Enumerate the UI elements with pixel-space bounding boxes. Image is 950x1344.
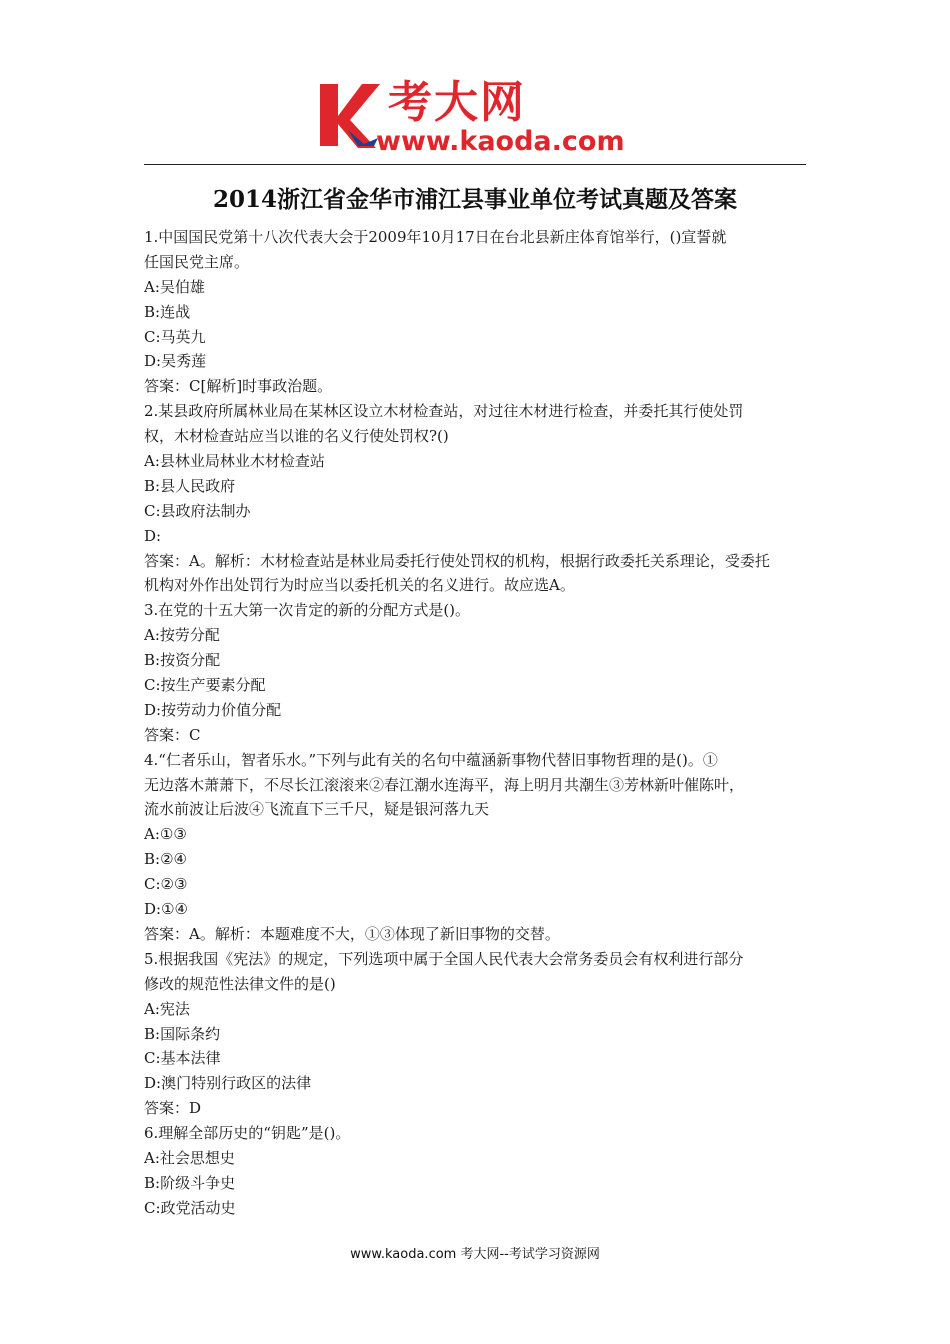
text-line: 答案：C [144,725,201,744]
text-line: A:吴伯雄 [144,277,205,296]
text-line: 无边落木萧萧下，不尽长江滚滚来②春江潮水连海平，海上明月共潮生③芳林新叶催陈叶， [144,775,745,794]
text-line: A:宪法 [144,999,190,1018]
text-line: A:社会思想史 [144,1148,235,1167]
text-line: C:马英九 [144,327,206,346]
text-line: 6.理解全部历史的“钥匙”是()。 [144,1124,351,1143]
text-line: 任国民党主席。 [144,252,250,271]
text-line: C:基本法律 [144,1049,221,1068]
text-line: A:县林业局林业木材检查站 [144,452,325,471]
text-line: 答案：A。解析：木材检查站是林业局委托行使处罚权的机构，根据行政委托关系理论，受委托 [144,551,770,570]
text-line: 修改的规范性法律文件的是() [144,974,336,993]
text-line: C:按生产要素分配 [144,676,266,695]
document-body [144,225,808,1221]
text-line: 答案：C[解析]时事政治题。 [144,377,333,396]
text-line: 4.“仁者乐山，智者乐水。”下列与此有关的名句中蕴涵新事物代替旧事物哲理的是()。① [144,750,718,769]
logo-brand-text: 考大网 [388,77,526,128]
text-line: D: [144,526,162,545]
text-line: B:国际条约 [144,1024,221,1043]
text-line: 答案：A。解析：本题难度不大，①③体现了新旧事物的交替。 [144,924,560,943]
text-line: 1.中国国民党第十八次代表大会于2009年10月17日在台北县新庄体育馆举行，()宣誓就 [144,228,727,246]
text-line: A:①③ [144,825,187,844]
page-footer: www.kaoda.com 考大网--考试学习资源网 [350,1247,600,1262]
text-line: 机构对外作出处罚行为时应当以委托机关的名义进行。故应选A。 [144,576,575,595]
logo-url-text: www.kaoda.com [376,126,625,157]
text-line: D:吴秀莲 [144,352,207,371]
document-title: 2014浙江省金华市浦江县事业单位考试真题及答案 [212,186,737,213]
text-line: C:②③ [144,875,188,894]
text-line: B:县人民政府 [144,476,236,495]
text-line: A:按劳分配 [144,626,220,645]
text-line: C:县政府法制办 [144,501,251,520]
text-line: 2.某县政府所属林业局在某林区设立木材检查站，对过往木材进行检查，并委托其行使处罚 [144,402,744,421]
kaoda-logo [318,78,638,158]
text-line: B:阶级斗争史 [144,1173,236,1192]
text-line: B:②④ [144,850,187,869]
text-line: 权，木材检查站应当以谁的名义行使处罚权?() [144,427,449,446]
text-line: C:政党活动史 [144,1198,236,1217]
text-line: 流水前波让后波④飞流直下三千尺，疑是银河落九天 [144,800,490,819]
text-line: D:澳门特别行政区的法律 [144,1074,312,1093]
text-line: B:按资分配 [144,651,221,670]
text-line: D:①④ [144,900,188,919]
text-line: 答案：D [144,1099,202,1118]
header-divider [144,164,806,165]
text-line: D:按劳动力价值分配 [144,700,282,719]
text-line: B:连战 [144,302,191,321]
text-line: 5.根据我国《宪法》的规定，下列选项中属于全国人民代表大会常务委员会有权利进行部分 [144,949,744,968]
text-line: 3.在党的十五大第一次肯定的新的分配方式是()。 [144,601,471,620]
k-logo-icon [318,78,380,152]
